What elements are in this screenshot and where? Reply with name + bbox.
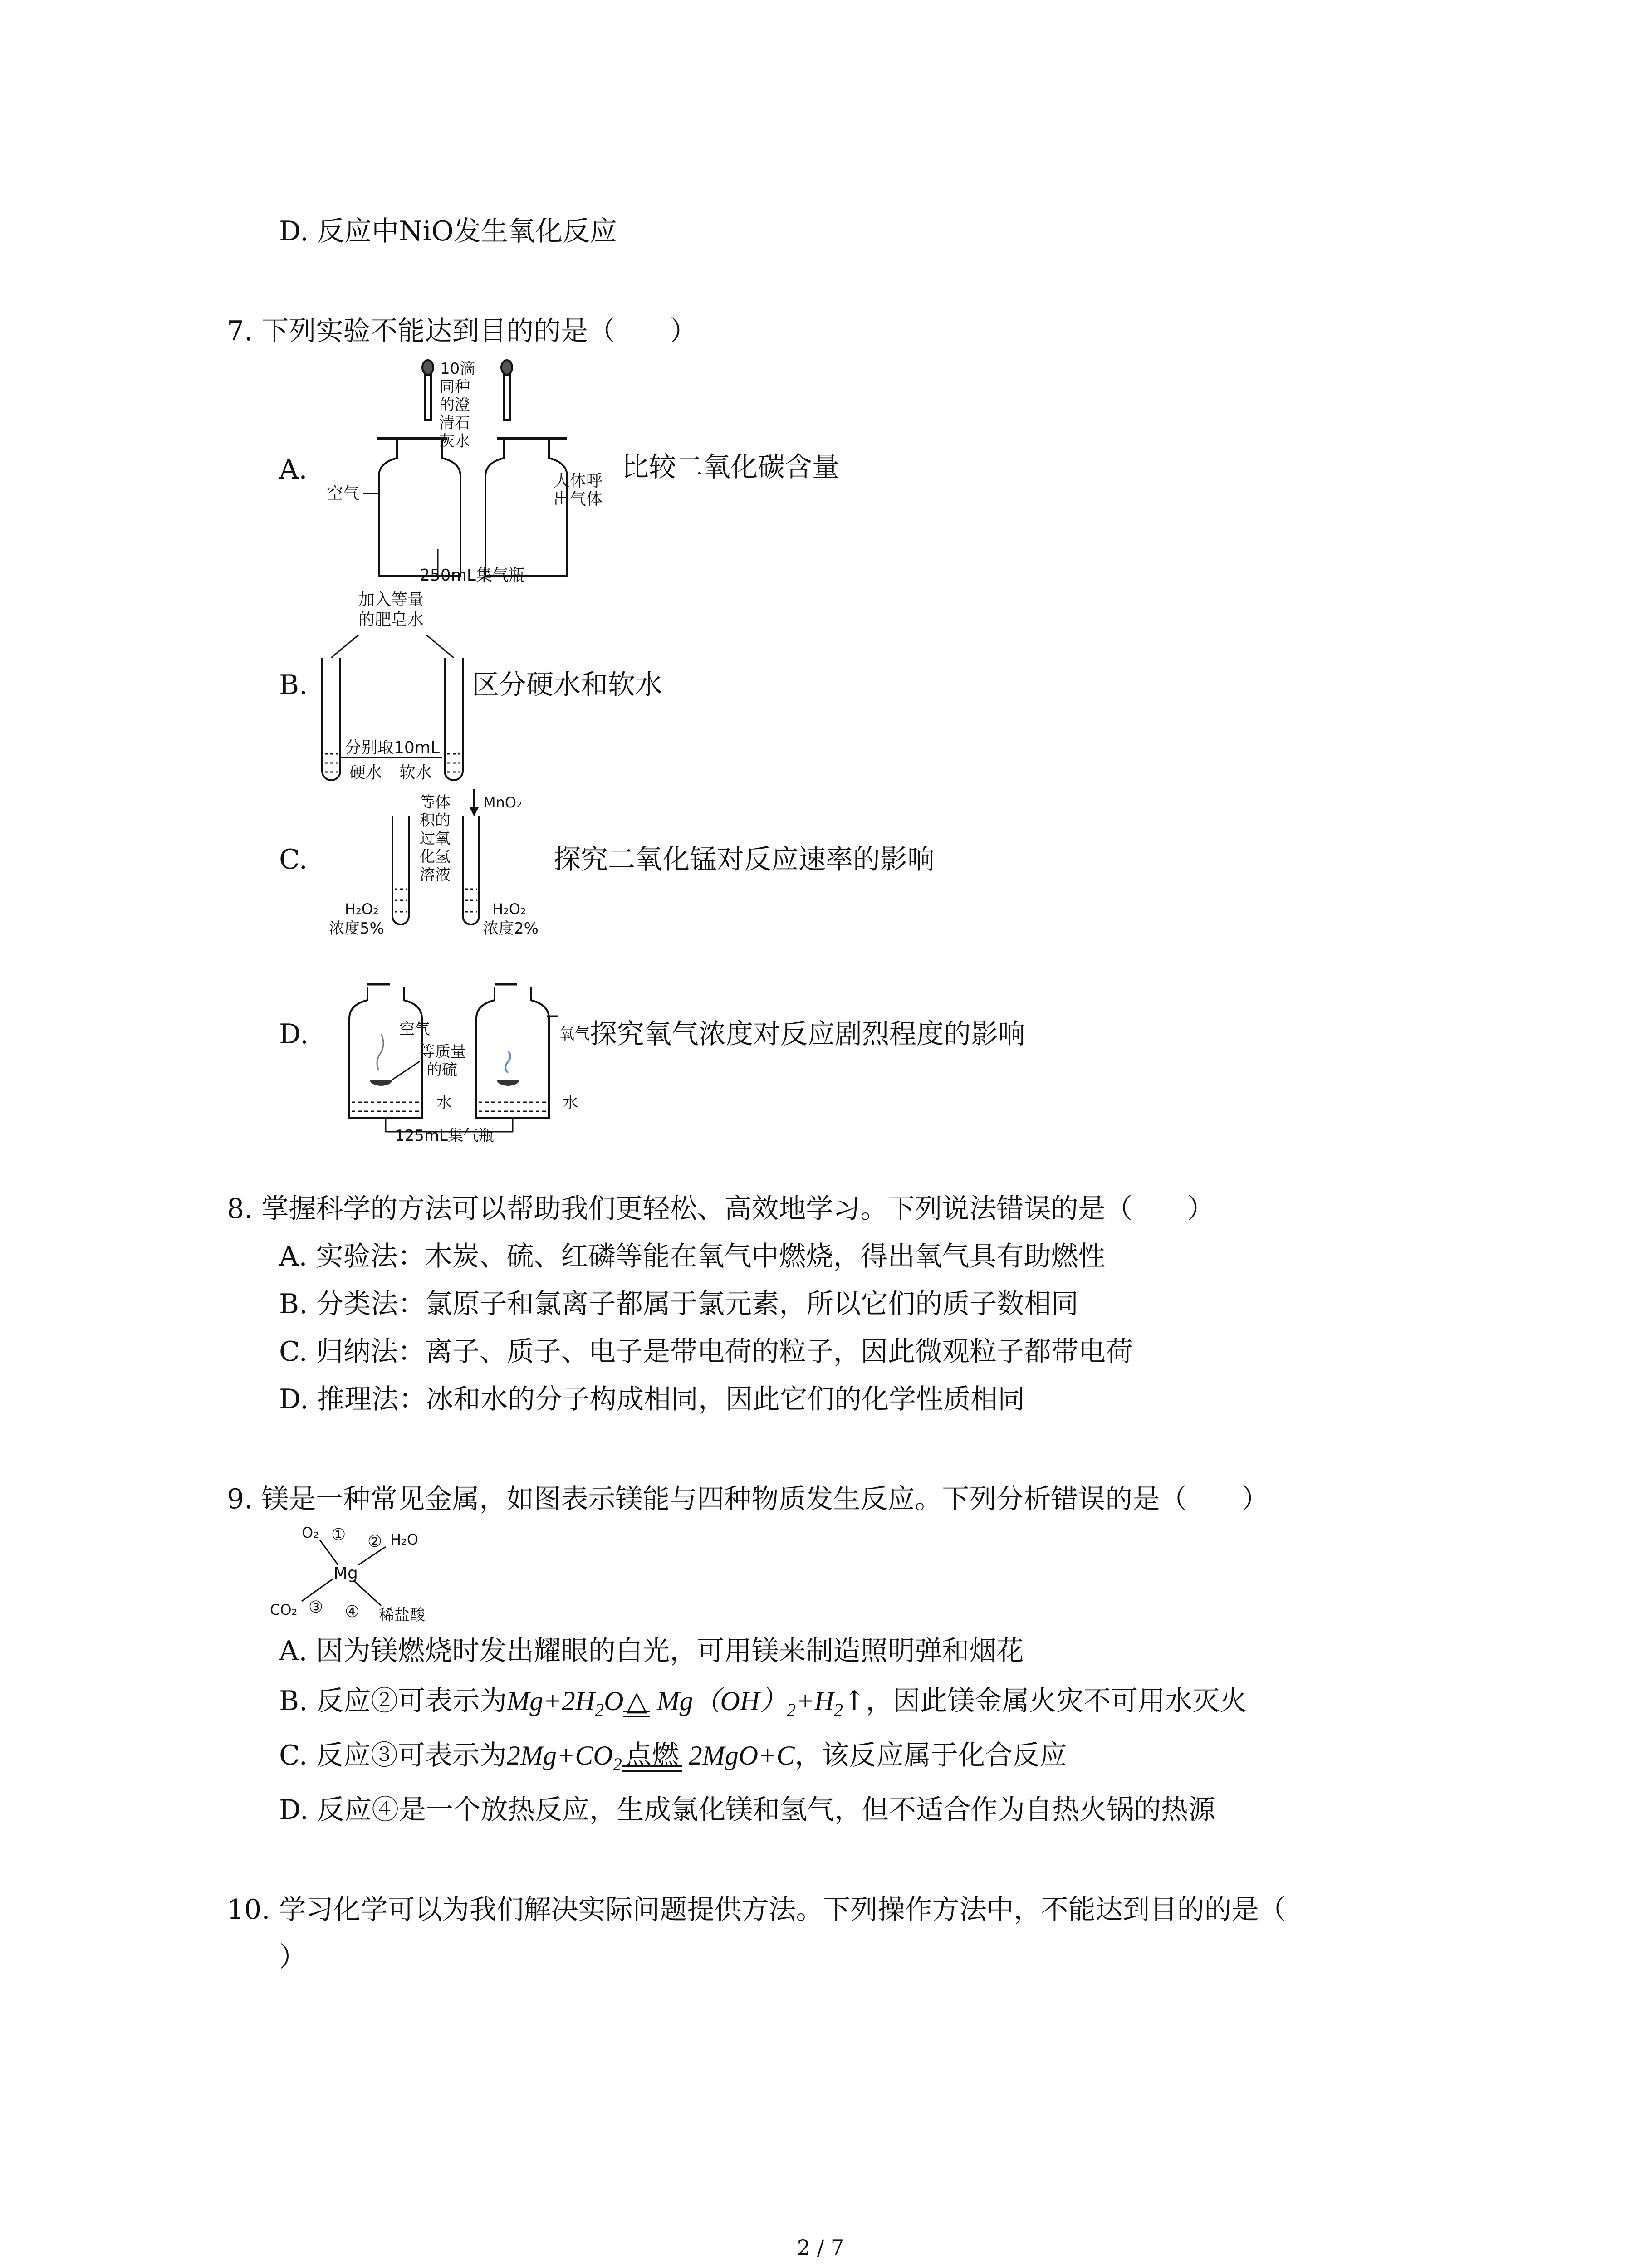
q7-b-letter: B. <box>279 669 308 701</box>
q7-d-diagram <box>318 975 599 1143</box>
q7c-label-mid-3: 过氧 <box>420 830 451 848</box>
q9-label-n2: ② <box>367 1532 382 1551</box>
spoon-right-icon <box>497 1080 519 1086</box>
test-tube-hard-icon <box>322 658 340 780</box>
q9-option-b: B. 反应②可表示为$Mg+2H_2O$ △ $Mg(OH)_2+H_2↑$，因此镁金属火灾不可用水灭火 <box>279 1683 1247 1728</box>
q9-label-o2: O₂ <box>302 1524 319 1541</box>
q7c-label-left-1: H₂O₂ <box>345 900 379 918</box>
q7d-label-bottle: 125mL集气瓶 <box>395 1127 494 1143</box>
q7-a-text: 比较二氧化碳含量 <box>622 451 839 483</box>
q7-c-letter: C. <box>279 844 308 875</box>
q8-stem: 8. 掌握科学的方法可以帮助我们更轻松、高效地学习。下列说法错误的是（ ） <box>227 1193 1215 1225</box>
q7-c-text: 探究二氧化锰对反应速率的影响 <box>554 844 935 875</box>
page-number: 2 / 7 <box>797 2235 844 2260</box>
q7-a-letter: A. <box>279 454 308 485</box>
q7-b-text: 区分硬水和软水 <box>472 669 662 701</box>
q7-stem: 7. 下列实验不能达到目的的是（ ） <box>227 315 697 347</box>
q7a-label-dropper-2: 同种 <box>439 378 470 396</box>
q7c-label-mid-2: 积的 <box>420 811 451 830</box>
q7d-label-water-right: 水 <box>563 1094 578 1112</box>
q7-d-letter: D. <box>279 1018 309 1050</box>
dropper-right-icon <box>501 360 512 420</box>
q8-option-b: B. 分类法：氯原子和氯离子都属于氯元素，所以它们的质子数相同 <box>279 1288 1079 1320</box>
q7a-label-breath-1: 人体呼 <box>554 472 603 490</box>
q7c-label-mno2: MnO₂ <box>483 794 522 811</box>
q7b-label-top-2: 的肥皂水 <box>358 611 424 629</box>
q8-option-d: D. 推理法：冰和水的分子构成相同，因此它们的化学性质相同 <box>279 1383 1025 1415</box>
q7-c-diagram <box>327 789 563 953</box>
bottle-left-icon <box>379 440 460 576</box>
q7d-label-sulfur-1: 等质量 <box>420 1043 466 1061</box>
q7d-label-air: 空气 <box>399 1020 430 1038</box>
q7c-label-right-1: H₂O₂ <box>492 900 526 918</box>
q7b-label-hard: 硬水 <box>349 763 382 782</box>
q7a-label-dropper-4: 清石 <box>439 414 470 432</box>
q7a-label-air: 空气 <box>327 484 360 503</box>
q7d-label-sulfur-2: 的硫 <box>426 1061 457 1079</box>
q9-label-mg: Mg <box>333 1564 358 1583</box>
q9-mg-reaction-diagram <box>265 1520 474 1633</box>
q9-stem: 9. 镁是一种常见金属，如图表示镁能与四种物质发生反应。下列分析错误的是（ ） <box>227 1483 1269 1515</box>
q10-stem-line1: 10. 学习化学可以为我们解决实际问题提供方法。下列操作方法中，不能达到目的的是（ <box>227 1894 1286 1926</box>
q7c-label-left-2: 浓度5% <box>329 919 384 938</box>
spoon-left-icon <box>370 1080 392 1086</box>
q8-option-a: A. 实验法：木炭、硫、红磷等能在氧气中燃烧，得出氧气具有助燃性 <box>279 1241 1106 1272</box>
q7a-label-dropper-3: 的澄 <box>439 396 470 414</box>
q7a-label-dropper-5: 灰水 <box>439 432 470 450</box>
q9-label-n4: ④ <box>345 1603 360 1621</box>
q7-a-diagram <box>318 358 626 585</box>
q7-d-oxygen-label: 氧气 <box>559 1025 590 1043</box>
q9-option-d: D. 反应④是一个放热反应，生成氯化镁和氢气，但不适合作为自热火锅的热源 <box>279 1794 1216 1826</box>
bottle-oxygen-icon <box>476 987 549 1118</box>
test-tube-right-icon <box>463 816 479 924</box>
q10-stem-line2: ） <box>279 1941 306 1973</box>
q7-d-text: 探究氧气浓度对反应剧烈程度的影响 <box>590 1018 1025 1050</box>
q7b-label-soft: 软水 <box>399 763 432 782</box>
q7d-label-water-left: 水 <box>436 1094 452 1112</box>
q7c-label-mid-4: 化氢 <box>420 848 451 866</box>
q9-option-a: A. 因为镁燃烧时发出耀眼的白光，可用镁来制造照明弹和烟花 <box>279 1635 1024 1667</box>
q6-option-d: D. 反应中NiO发生氧化反应 <box>279 215 617 247</box>
q9-label-hcl: 稀盐酸 <box>379 1606 425 1624</box>
q7a-label-breath-2: 出气体 <box>554 490 603 508</box>
bottle-air-icon <box>349 987 422 1118</box>
q9-label-h2o: H₂O <box>390 1531 419 1548</box>
q9-label-n3: ③ <box>309 1598 323 1617</box>
q7c-label-mid-1: 等体 <box>420 793 451 811</box>
q9-label-co2: CO₂ <box>270 1601 298 1618</box>
q7b-label-top-1: 加入等量 <box>358 591 424 609</box>
q7a-label-dropper-1: 10滴 <box>440 360 475 378</box>
q7a-label-bottle: 250mL集气瓶 <box>420 566 525 585</box>
q7c-label-mid-5: 溶液 <box>420 866 451 884</box>
q9-option-c: C. 反应③可表示为$2Mg+CO_2$ 点燃 2MgO+C，该反应属于化合反应 <box>279 1737 1067 1783</box>
q7-b-diagram <box>309 585 481 789</box>
q7b-label-measure: 分别取10mL <box>345 738 440 757</box>
q9-label-n1: ① <box>331 1525 346 1544</box>
dropper-left-icon <box>422 360 433 420</box>
q7c-label-right-2: 浓度2% <box>483 919 539 938</box>
test-tube-left-icon <box>392 816 409 924</box>
q8-option-c: C. 归纳法：离子、质子、电子是带电荷的粒子，因此微观粒子都带电荷 <box>279 1336 1133 1368</box>
test-tube-soft-icon <box>445 658 463 780</box>
